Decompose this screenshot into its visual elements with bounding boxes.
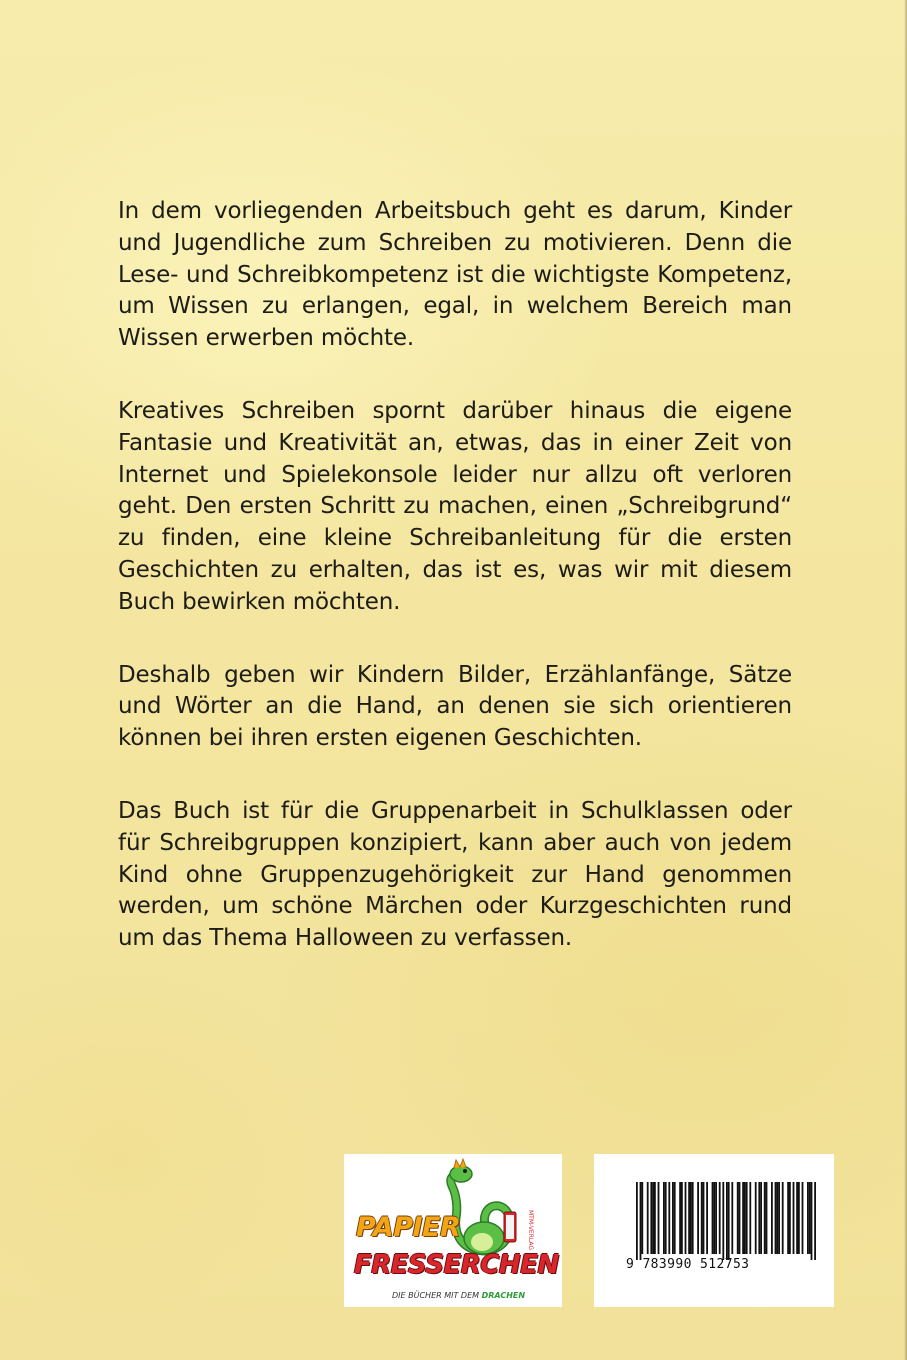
barcode-bar bbox=[701, 1182, 703, 1254]
barcode-bar bbox=[685, 1182, 687, 1254]
barcode-bar bbox=[663, 1182, 665, 1254]
barcode-bar bbox=[749, 1182, 751, 1254]
barcode-bar bbox=[737, 1182, 739, 1254]
barcode-bar bbox=[636, 1182, 638, 1260]
publisher-logo bbox=[344, 1154, 562, 1307]
publisher-word-papier: PAPIER bbox=[356, 1212, 461, 1243]
publisher-tagline-prefix: DIE BÜCHER MIT DEM bbox=[392, 1291, 480, 1300]
barcode-bar bbox=[802, 1182, 804, 1254]
barcode-bar bbox=[722, 1182, 724, 1260]
isbn-number: 9 783990 512753 bbox=[626, 1257, 750, 1272]
barcode-bar bbox=[641, 1182, 643, 1254]
barcode-bar bbox=[760, 1182, 762, 1254]
barcode-bar bbox=[778, 1182, 780, 1254]
barcode-bar bbox=[746, 1182, 748, 1254]
barcode-bar bbox=[789, 1182, 791, 1254]
barcode-bar bbox=[764, 1182, 766, 1254]
barcode-bar bbox=[703, 1182, 705, 1254]
barcode-bar bbox=[728, 1182, 730, 1260]
barcode-bar bbox=[658, 1182, 660, 1254]
barcode-bar bbox=[726, 1182, 728, 1260]
barcode-bar bbox=[771, 1182, 773, 1254]
barcode-bar bbox=[814, 1182, 816, 1260]
barcode-bar bbox=[692, 1182, 694, 1254]
publisher-word-fresserchen: FRESSERCHEN bbox=[354, 1250, 559, 1280]
barcode-bar bbox=[712, 1182, 714, 1254]
barcode-bar bbox=[647, 1182, 649, 1254]
barcode-bar bbox=[755, 1182, 757, 1254]
blurb-paragraph-3: Deshalb geben wir Kindern Bilder, Erzählanfänge, Sätze und Wörter an die Hand, an denen sie sich orientieren können bei ihren ersten eigenen Geschichten. bbox=[118, 661, 792, 752]
publisher-tagline-highlight: DRACHEN bbox=[481, 1291, 526, 1300]
barcode-bar bbox=[787, 1182, 789, 1254]
barcode-bar bbox=[739, 1182, 741, 1254]
barcode-bar bbox=[706, 1182, 708, 1254]
barcode-bar bbox=[681, 1182, 683, 1254]
barcode-bar bbox=[809, 1182, 811, 1254]
barcode-bar bbox=[731, 1182, 733, 1254]
barcode-bar bbox=[811, 1182, 813, 1260]
barcode-bar bbox=[697, 1182, 699, 1254]
barcode-bar bbox=[744, 1182, 746, 1254]
barcode-bar bbox=[758, 1182, 760, 1254]
barcode-bar bbox=[798, 1182, 800, 1254]
barcode-bar bbox=[775, 1182, 777, 1254]
barcode-bar bbox=[668, 1182, 670, 1254]
barcode-bar bbox=[766, 1182, 768, 1254]
blurb-paragraph-2: Kreatives Schreiben spornt darüber hinaus die eigene Fantasie und Kreativität an, etwas, das in einer Zeit von Internet und Spielekonsole leider nur allzu oft verloren geht. Den ersten Schritt zu machen, einen „Schreibgrund“ zu finden, eine kleine Schreibanleitung für die ersten Geschichten zu erhalten, das ist es, was wir mit diesem Buch bewirken möchten. bbox=[118, 397, 792, 615]
barcode-bar bbox=[652, 1182, 654, 1254]
barcode-bar bbox=[713, 1182, 715, 1254]
barcode-bar bbox=[796, 1182, 798, 1254]
blurb-paragraph-4: Das Buch ist für die Gruppenarbeit in Schulklassen oder für Schreibgruppen konzipiert, kann aber auch von jedem Kind ohne Gruppenzugehörigkeit zur Hand genommen werden, um schöne Märchen oder Kurzgeschichten rund um das Thema Halloween zu verfassen. bbox=[118, 797, 792, 952]
barcode-bar bbox=[674, 1182, 676, 1254]
barcode-bar bbox=[679, 1182, 681, 1254]
barcode-bar bbox=[690, 1182, 692, 1254]
barcode-bar bbox=[688, 1182, 690, 1254]
blurb-text-block bbox=[118, 196, 792, 996]
barcode-bar bbox=[719, 1182, 721, 1254]
barcode-bar bbox=[672, 1182, 674, 1254]
publisher-tagline bbox=[392, 1291, 525, 1300]
barcode-bar bbox=[640, 1182, 642, 1260]
barcode-bar bbox=[715, 1182, 717, 1254]
blurb-paragraph-1: In dem vorliegenden Arbeitsbuch geht es darum, Kinder und Jugendliche zum Schreiben zu motivieren. Denn die Lese- und Schreibkompetenz ist die wichtigste Kompetenz, um Wissen zu erlangen, egal, in welchem Bereich man Wissen erwerben möchte. bbox=[118, 198, 792, 352]
isbn-barcode bbox=[594, 1154, 834, 1307]
barcode-bar bbox=[742, 1182, 744, 1254]
barcode-bar bbox=[654, 1182, 656, 1254]
barcode-bar bbox=[807, 1182, 809, 1254]
publisher-side-label: MTM-VERLAG bbox=[527, 1210, 534, 1251]
barcode-bar bbox=[782, 1182, 784, 1254]
barcode-bar bbox=[650, 1182, 652, 1254]
barcode-bar bbox=[776, 1182, 778, 1254]
barcode-bar bbox=[793, 1182, 795, 1254]
barcode-bar bbox=[665, 1182, 667, 1254]
ean13-barcode-icon bbox=[594, 1154, 834, 1307]
